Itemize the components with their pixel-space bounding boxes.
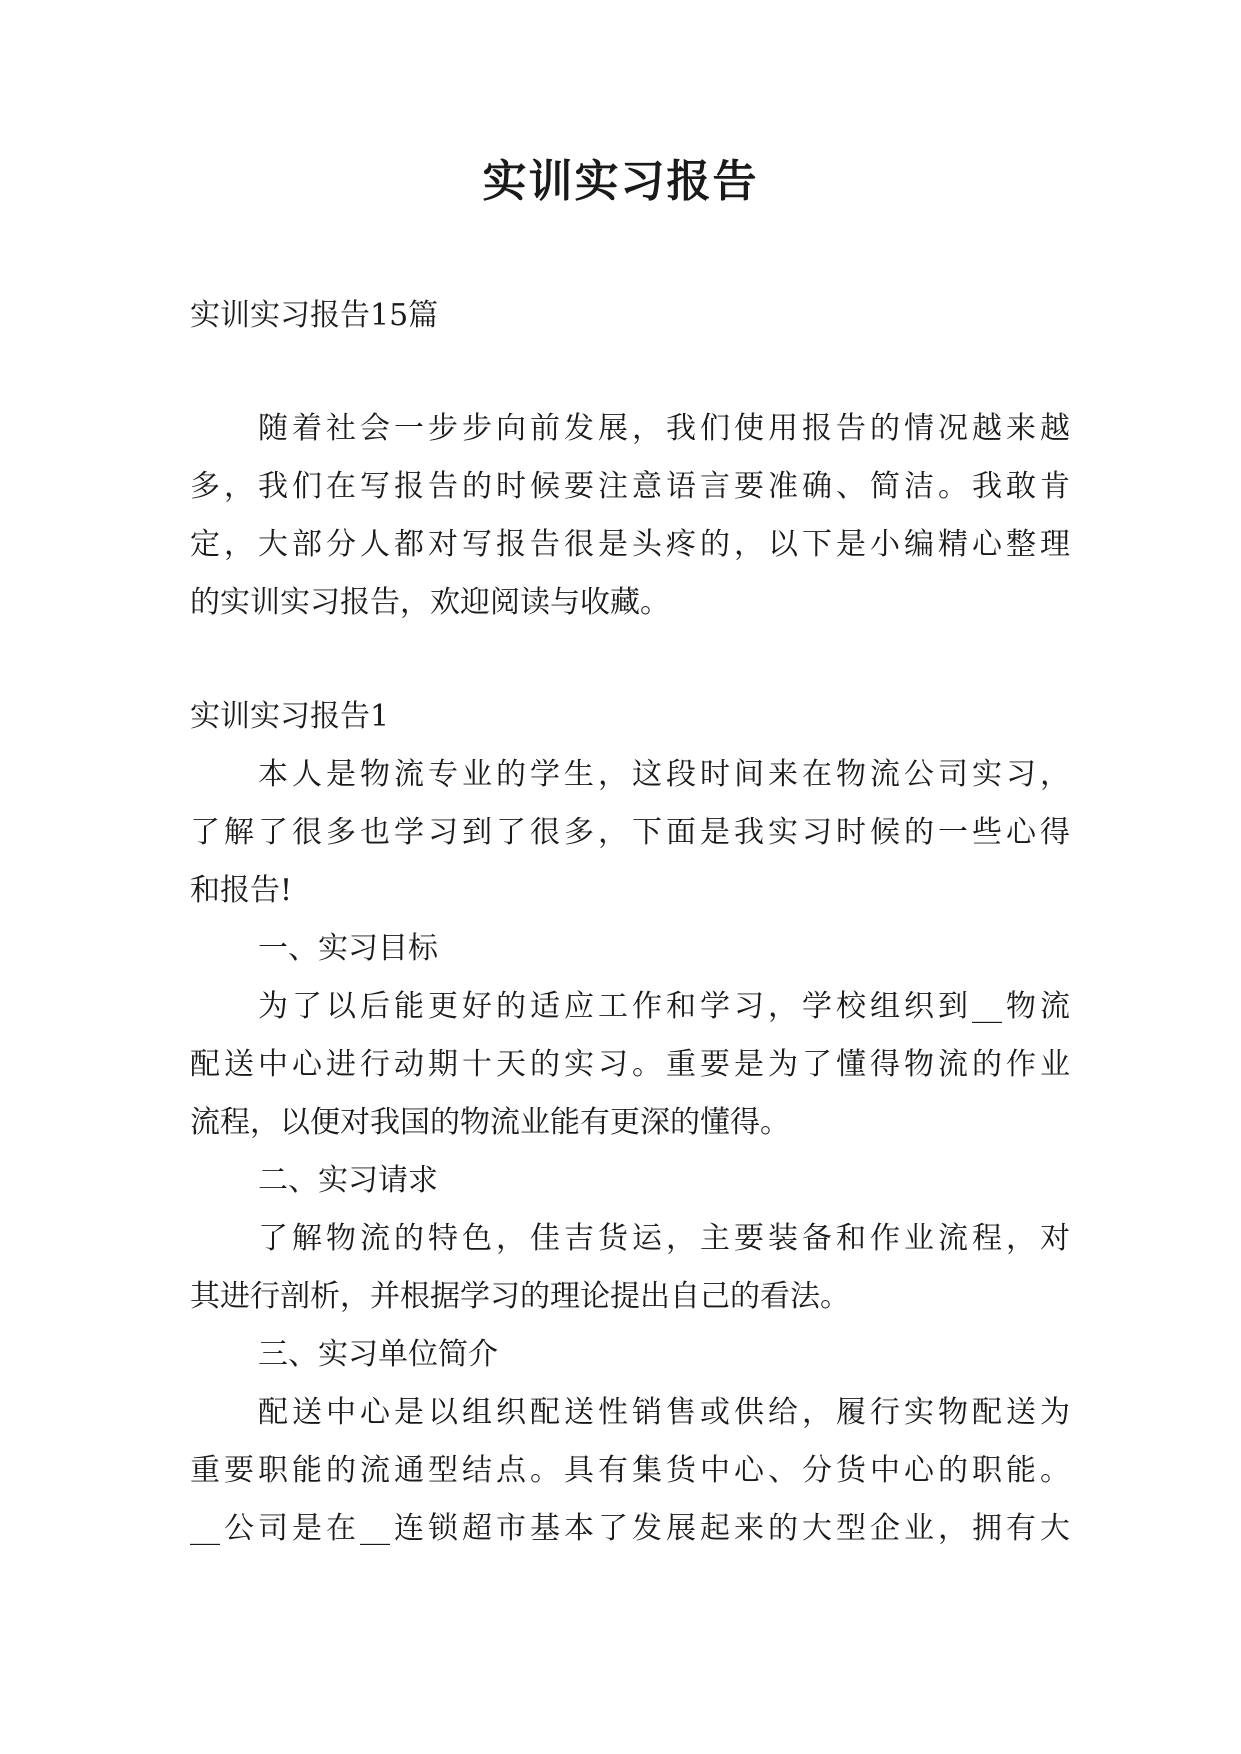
body-line: 为了以后能更好的适应工作和学习，学校组织到__物流 (258, 989, 1070, 1024)
subheading-goal: 一、实习目标 (258, 931, 438, 966)
subheading-unit-intro: 三、实习单位简介 (258, 1337, 498, 1372)
body-line: 流程，以便对我国的物流业能有更深的懂得。 (190, 1105, 790, 1140)
body-line: 其进行剖析，并根据学习的理论提出自己的看法。 (190, 1279, 850, 1314)
body-line: 和报告! (190, 873, 293, 908)
body-line: 重要职能的流通型结点。具有集货中心、分货中心的职能。 (190, 1453, 1070, 1488)
intro-line: 定，大部分人都对写报告很是头疼的，以下是小编精心整理 (190, 527, 1070, 562)
subheading-requirements: 二、实习请求 (258, 1163, 438, 1198)
intro-line: 随着社会一步步向前发展，我们使用报告的情况越来越 (258, 411, 1070, 446)
section-heading: 实训实习报告1 (190, 699, 390, 734)
body-line: 了解了很多也学习到了很多，下面是我实习时候的一些心得 (190, 815, 1070, 850)
body-line: 本人是物流专业的学生，这段时间来在物流公司实习， (258, 757, 1070, 792)
body-line: 了解物流的特色，佳吉货运，主要装备和作业流程，对 (258, 1221, 1070, 1256)
document-subtitle: 实训实习报告15篇 (190, 298, 439, 333)
body-line: 配送中心是以组织配送性销售或供给，履行实物配送为 (258, 1395, 1070, 1430)
body-line: 配送中心进行动期十天的实习。重要是为了懂得物流的作业 (190, 1047, 1070, 1082)
document-title: 实训实习报告 (482, 156, 759, 207)
body-line: __公司是在__连锁超市基本了发展起来的大型企业，拥有大 (190, 1511, 1070, 1546)
intro-line: 的实训实习报告，欢迎阅读与收藏。 (190, 585, 670, 620)
intro-line: 多，我们在写报告的时候要注意语言要准确、简洁。我敢肯 (190, 469, 1070, 504)
